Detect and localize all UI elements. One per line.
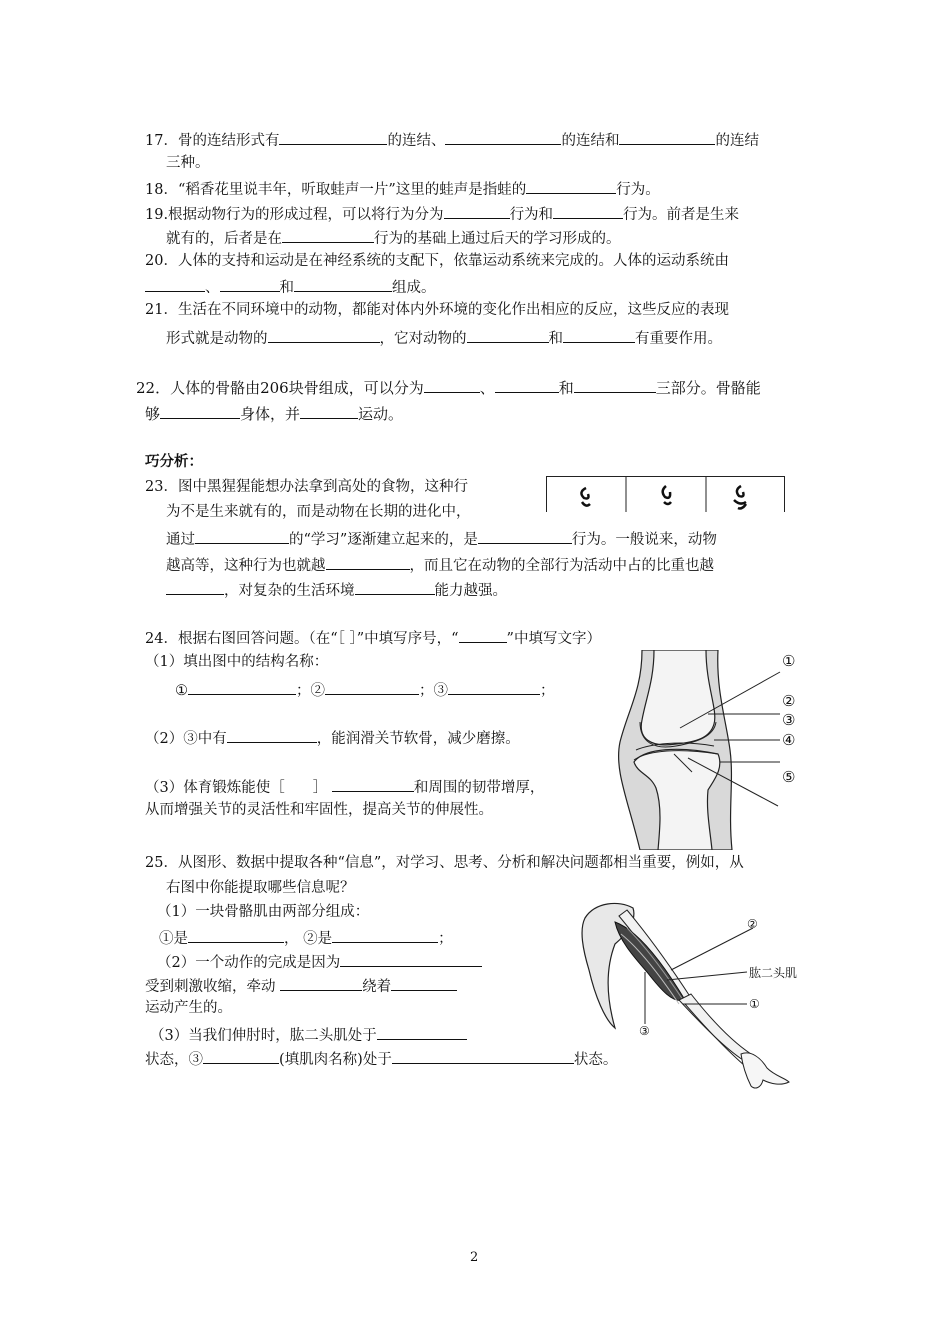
joint-label-1: ①	[782, 652, 796, 670]
blank[interactable]	[444, 202, 510, 219]
arm-label-biceps: 肱二头肌	[749, 966, 798, 980]
arm-label-3: ③	[639, 1024, 650, 1038]
joint-label-5: ⑤	[782, 768, 796, 786]
blank[interactable]	[145, 275, 205, 292]
q25-line1: 25．从图形、数据中提取各种“信息”，对学习、思考、分析和解决问题都相当重要，例如，从	[145, 855, 744, 871]
q24-p2: （2）③中有 ，能润滑关节软骨，减少磨擦。	[145, 726, 520, 749]
blank[interactable]	[268, 326, 380, 343]
blank[interactable]	[391, 974, 457, 991]
q25-p2-end: 运动产生的。	[145, 1000, 232, 1016]
q21-line2: 形式就是动物的 ，它对动物的 和 有重要作用。	[166, 326, 722, 349]
blank[interactable]	[300, 402, 358, 419]
blank[interactable]	[553, 202, 623, 219]
q24-p1: （1）填出图中的结构名称：	[145, 654, 329, 670]
blank[interactable]	[355, 578, 435, 595]
q18-line: 18．“稻香花里说丰年，听取蛙声一片”这里的蛙声是指蛙的 行为。	[145, 177, 660, 200]
q25-p3: （3）当我们伸肘时，肱二头肌处于	[150, 1023, 467, 1046]
q19-line2: 就有的，后者是在 行为的基础上通过后天的学习形成的。	[166, 226, 621, 249]
blank[interactable]	[478, 527, 572, 544]
blank[interactable]	[495, 376, 559, 393]
q19-line1: 19.根据动物行为的形成过程，可以将行为分为 行为和 行为。前者是生来	[145, 202, 739, 225]
joint-label-3: ③	[782, 711, 796, 729]
blank[interactable]	[188, 926, 284, 943]
q25-p1: （1）一块骨骼肌由两部分组成：	[157, 904, 370, 920]
q23-line5: ，对复杂的生活环境 能力越强。	[166, 578, 507, 601]
blank[interactable]	[340, 950, 482, 967]
blank[interactable]	[280, 974, 362, 991]
blank[interactable]	[332, 926, 438, 943]
q23-line4: 越高等，这种行为也就越 ，而且它在动物的全部行为活动中占的比重也越	[166, 553, 714, 576]
q20-line2: 、 和 组成。	[145, 275, 436, 298]
blank[interactable]	[195, 527, 289, 544]
arm-label-1: ①	[749, 997, 760, 1011]
q25-p3-cont: 状态，③ (填肌肉名称)处于 状态。	[145, 1047, 617, 1070]
page-number: 2	[470, 1250, 479, 1265]
arm-label-2: ②	[747, 917, 758, 931]
arm-muscle-figure	[575, 900, 798, 1095]
joint-label-2: ②	[782, 692, 796, 710]
q24-line1: 24．根据右图回答问题。（在“［ ］”中填写序号，“ ”中填写文字）	[145, 626, 601, 649]
q23-line1: 23．图中黑猩猩能想办法拿到高处的食物，这种行	[145, 479, 468, 495]
blank[interactable]	[282, 226, 374, 243]
blank[interactable]	[619, 128, 715, 145]
q25-p2: （2）一个动作的完成是因为	[157, 950, 482, 973]
q22-line1: 22．人体的骨骼由206块骨组成，可以分为 、 和 三部分。骨骼能	[136, 376, 761, 398]
q24-p3: （3）体育锻炼能使［ ］ 和周围的韧带增厚，	[145, 775, 544, 798]
blank[interactable]	[294, 275, 392, 292]
q24-p1-blanks: ① ；② ；③ ；	[175, 678, 555, 701]
blank[interactable]	[227, 726, 317, 743]
section-heading: 巧分析：	[145, 453, 203, 470]
q17-line1: 17．骨的连结形式有 的连结、 的连结和 的连结	[145, 128, 759, 151]
blank[interactable]	[332, 775, 414, 792]
blank[interactable]	[279, 128, 387, 145]
q17-line2: 三种。	[166, 155, 210, 171]
q22-line2: 够 身体，并 运动。	[145, 402, 403, 424]
blank[interactable]	[526, 177, 616, 194]
blank[interactable]	[326, 553, 410, 570]
blank[interactable]	[445, 128, 561, 145]
q20-line1: 20．人体的支持和运动是在神经系统的支配下，依靠运动系统来完成的。人体的运动系统由	[145, 253, 729, 269]
blank[interactable]	[459, 626, 507, 643]
q23-line3: 通过 的“学习”逐渐建立起来的，是 行为。一般说来，动物	[166, 527, 717, 550]
blank[interactable]	[203, 1047, 279, 1064]
q21-line1: 21．生活在不同环境中的动物，都能对体内外环境的变化作出相应的反应，这些反应的表现	[145, 302, 729, 318]
joint-label-4: ④	[782, 731, 796, 749]
q23-line2: 为不是生来就有的，而是动物在长期的进化中，	[166, 504, 471, 520]
blank[interactable]	[166, 578, 224, 595]
q25-line2: 右图中你能提取哪些信息呢？	[166, 880, 355, 896]
blank[interactable]	[392, 1047, 574, 1064]
blank[interactable]	[160, 402, 240, 419]
blank[interactable]	[448, 678, 540, 695]
q25-p1-blanks: ①是 ， ②是 ；	[159, 926, 453, 949]
blank[interactable]	[377, 1023, 467, 1040]
blank[interactable]	[467, 326, 549, 343]
q25-p2-cont: 受到刺激收缩，牵动 绕着	[145, 974, 457, 997]
q24-p3-cont: 从而增强关节的灵活性和牢固性，提高关节的伸展性。	[145, 802, 493, 818]
blank[interactable]	[563, 326, 635, 343]
blank[interactable]	[220, 275, 280, 292]
blank[interactable]	[188, 678, 296, 695]
blank[interactable]	[574, 376, 656, 393]
chimpanzee-figure	[546, 476, 786, 512]
joint-figure	[610, 650, 820, 850]
blank[interactable]	[424, 376, 480, 393]
blank[interactable]	[325, 678, 419, 695]
